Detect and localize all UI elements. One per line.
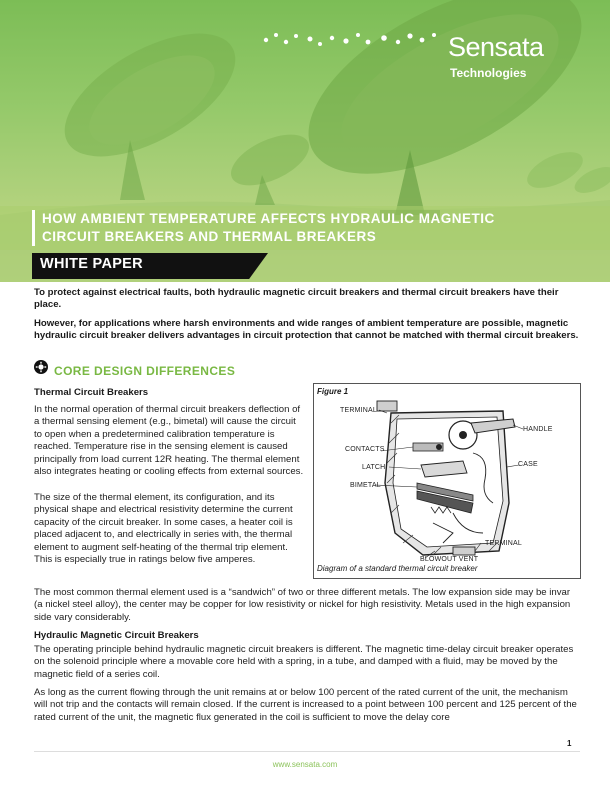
callout-bimetal: BIMETAL bbox=[350, 482, 381, 489]
hydraulic-paragraph-2: As long as the current flowing through the unit remains at or below 100 percent of the rated current of the unit, the mechanism will not trip and the contacts will remain closed. If the current is increased to a point between 100 percent and 125 percent of the rated current of the unit, the magnetic flux generated in the coil is sufficient to move the delay core bbox=[34, 687, 577, 723]
figure-caption: Diagram of a standard thermal circuit breaker bbox=[317, 564, 478, 573]
thermal-paragraph-2: The size of the thermal element, its configuration, and its physical shape and electrical resistivity determine the current capacity of the circuit breaker. In some cases, a heater coil is placed adjacent to, and electrically in series with, the thermal element to augment self-heating of the thermal trip element. This is especially true in ratings below five amperes. bbox=[34, 492, 293, 566]
callout-latch: LATCH bbox=[362, 464, 386, 471]
brand-subtitle: Technologies bbox=[450, 66, 527, 80]
document-title-line2: CIRCUIT BREAKERS AND THERMAL BREAKERS bbox=[42, 229, 377, 244]
callout-terminal-bottom: TERMINAL bbox=[485, 540, 522, 547]
sensata-logo-mark-icon bbox=[262, 30, 442, 60]
footer-url-link[interactable]: www.sensata.com bbox=[272, 760, 338, 769]
document-title-line1: HOW AMBIENT TEMPERATURE AFFECTS HYDRAULIC MAGNETIC bbox=[42, 211, 495, 226]
thermal-paragraph-1: In the normal operation of thermal circuit breakers deflection of a thermal sensing element (e.g., bimetal) will cause the circuit to open when a predetermined calibration temperature is reached. Temperature rise in the sensing element is caused principally from load current 12R heating. The thermal element also integrates heating or cooling effects from external sources. bbox=[34, 404, 304, 478]
hydraulic-heading: Hydraulic Magnetic Circuit Breakers bbox=[34, 630, 199, 641]
callout-terminal-top: TERMINAL bbox=[340, 407, 377, 414]
page-number: 1 bbox=[567, 739, 572, 748]
document-title bbox=[42, 210, 582, 246]
figure-label: Figure 1 bbox=[317, 387, 349, 396]
thermal-heading: Thermal Circuit Breakers bbox=[34, 387, 149, 398]
section-title: CORE DESIGN DIFFERENCES bbox=[54, 364, 236, 378]
brand-name: Sensata bbox=[448, 32, 544, 62]
callout-contacts: CONTACTS bbox=[345, 446, 385, 453]
intro-paragraph-1: To protect against electrical faults, both hydraulic magnetic circuit breakers and thermal circuit breakers have their place. bbox=[34, 287, 559, 311]
callout-handle: HANDLE bbox=[523, 426, 553, 433]
intro-paragraph-2: However, for applications where harsh environments and wide ranges of ambient temperature are possible, magnetic hydraulic circuit breaker delivers advantages in circuit protection that cannot be matched with thermal circuit breakers. bbox=[34, 318, 579, 342]
thermal-paragraph-3: The most common thermal element used is a “sandwich” of two or three different metals. The low expansion side may be invar (a nickel steel alloy), the center may be copper for low resistivity or nickel for high resistivity. Metals used in the high expansion side vary considerably. bbox=[34, 587, 571, 623]
doc-type-label: WHITE PAPER bbox=[40, 256, 143, 272]
callout-blowout-vent: BLOWOUT VENT bbox=[420, 556, 479, 563]
callout-case: CASE bbox=[518, 461, 538, 468]
title-accent-bar bbox=[32, 210, 35, 246]
hydraulic-paragraph-1: The operating principle behind hydraulic magnetic circuit breakers is different. The magnetic time-delay circuit breaker operates on the solenoid principle where a movable core held with a spring, in a tube, and damped with a fluid, may be moved by the magnetic field of a series coil. bbox=[34, 644, 574, 680]
gear-circle-icon bbox=[34, 360, 48, 374]
footer-divider bbox=[34, 751, 580, 752]
